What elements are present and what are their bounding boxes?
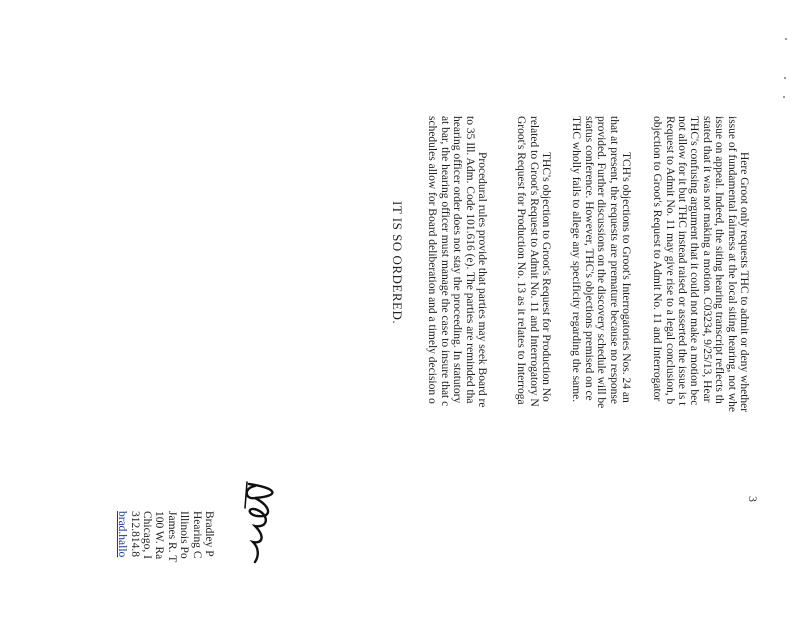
text-line: hearing officer order does not stay the proceeding. In statutory bbox=[451, 116, 464, 404]
paragraph-production-objection bbox=[515, 116, 552, 618]
page-number: 3 bbox=[746, 496, 760, 502]
signature-line: Chicago, I bbox=[141, 511, 154, 559]
hearing-officer-signature-block bbox=[116, 511, 215, 562]
text-line: at bar, the hearing officer must manage the case to insure that c bbox=[438, 116, 451, 407]
text-line: status conference. However, THC's objections premised on ce bbox=[582, 116, 595, 401]
text-line: that at present, the requests are premature because no response bbox=[607, 116, 620, 405]
text-line: THC wholly fails to allege any specificity regarding the same. bbox=[570, 116, 583, 403]
text-line: related to Groot's Request to Admit No. 11 and Interrogatory N bbox=[527, 116, 540, 407]
text-line: not allow for it but THC instead raised or asserted the issue is t bbox=[676, 116, 689, 406]
text-line: TCH's objections to Groot's Interrogatories Nos. 24 an bbox=[620, 152, 632, 403]
text-line: Procedural rules provide that parties may seek Board re bbox=[476, 152, 488, 408]
text-line: stated that it was not making a motion. C03234, 9/25/13, Hear bbox=[700, 116, 713, 403]
signature-line: 100 W. Ra bbox=[153, 511, 166, 560]
scan-speck bbox=[785, 38, 787, 40]
signature-line: Hearing C bbox=[190, 511, 203, 559]
text-line: issue of fundamental fairness at the local siting hearing, not whe bbox=[725, 116, 738, 413]
text-line: THC's objection to Groot's Request for Production No bbox=[540, 152, 552, 402]
text-line: to 35 Ill. Adm. Code 101.616 (e). The parties are reminded tha bbox=[463, 116, 476, 404]
text-line: Request to Admit No. 11 may give rise to a legal conclusion, b bbox=[663, 116, 676, 405]
text-line: schedules allow for Board deliberation and a timely decision o bbox=[426, 116, 439, 404]
paragraph-interrogatories-objection bbox=[570, 116, 632, 618]
signature-line: James R. T bbox=[165, 511, 178, 563]
signature-line: 312.814.8 bbox=[128, 511, 141, 557]
text-line: Here Groot only requests THC to admit or deny whether bbox=[738, 152, 750, 413]
handwritten-signature bbox=[241, 478, 285, 568]
order-statement: IT IS SO ORDERED. bbox=[390, 201, 405, 325]
text-line: objection to Groot's Request to Admit No. 11 and Interrogator bbox=[651, 116, 664, 402]
signature-line: Bradley P bbox=[203, 511, 215, 557]
text-line: THC's confusing argument that it could not make a motion bec bbox=[688, 116, 701, 406]
paragraph-fundamental-fairness bbox=[651, 116, 750, 618]
email-link[interactable]: brad.hallo bbox=[116, 511, 129, 558]
scan-speck bbox=[784, 77, 786, 79]
signature-line: Illinois Po bbox=[178, 511, 191, 559]
text-line: issue on appeal. Indeed, the siting hearing transcript reflects th bbox=[713, 116, 726, 404]
rotated-document-body bbox=[0, 116, 760, 618]
paragraph-procedural-rules bbox=[426, 116, 488, 618]
text-line: Groot's Request for Production No. 13 as it relates to Interroga bbox=[515, 116, 528, 405]
text-line: provided. Further discussions on the discovery schedule will be bbox=[595, 116, 608, 409]
scan-speck bbox=[783, 96, 785, 98]
